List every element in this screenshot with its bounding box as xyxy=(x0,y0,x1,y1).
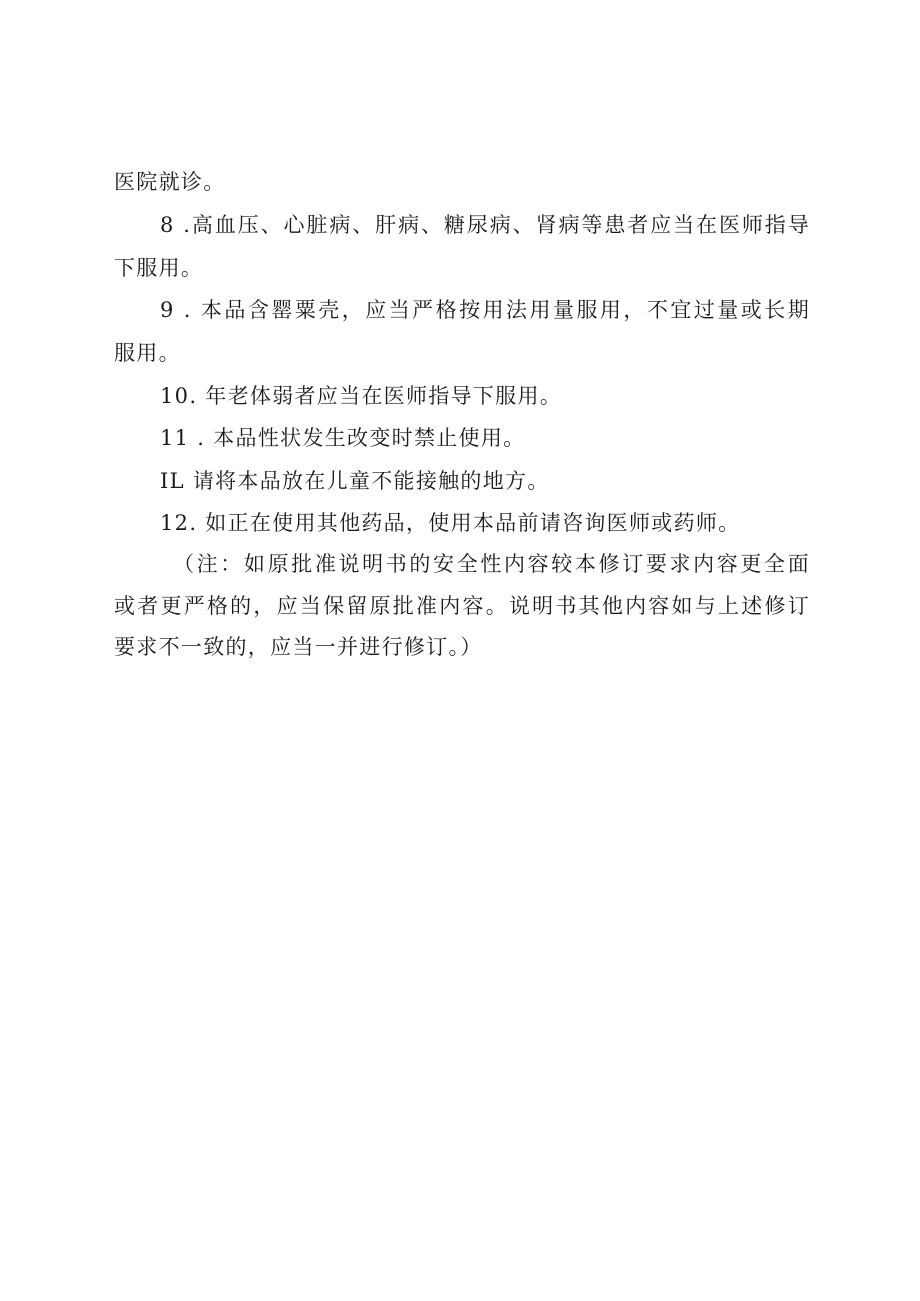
text-line-8: IL 请将本品放在儿童不能接触的地方。 xyxy=(160,469,550,493)
text-line-11: 或者更严格的，应当保留原批准内容。说明书其他内容如与上述修订 xyxy=(114,594,810,618)
text-line-4: 9 . 本品含罂粟壳，应当严格按用法用量服用，不宜过量或长期 xyxy=(160,298,810,322)
text-line-1: 医院就诊。 xyxy=(114,170,226,194)
text-line-9: 12. 如正在使用其他药品，使用本品前请咨询医师或药师。 xyxy=(160,511,741,535)
text-line-5: 服用。 xyxy=(114,341,181,365)
text-line-7: 11 . 本品性状发生改变时禁止使用。 xyxy=(160,426,526,450)
text-line-3: 下服用。 xyxy=(114,256,204,280)
text-line-12: 要求不一致的，应当一并进行修订。） xyxy=(114,635,483,659)
text-line-6: 10. 年老体弱者应当在医师指导下服用。 xyxy=(160,384,563,408)
text-line-10: （注：如原批准说明书的安全性内容较本修订要求内容更全面 xyxy=(173,552,810,576)
text-line-2: 8 .高血压、心脏病、肝病、糖尿病、肾病等患者应当在医师指导 xyxy=(160,213,810,237)
